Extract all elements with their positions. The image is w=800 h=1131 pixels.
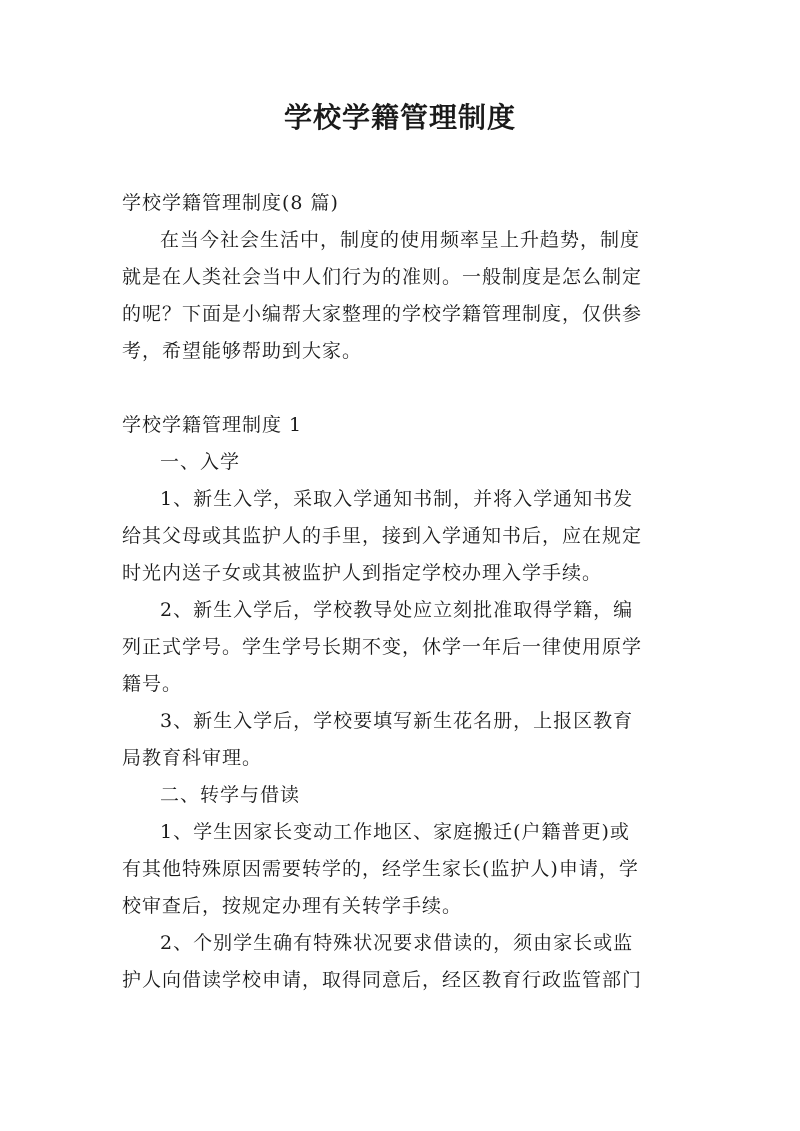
text-line: 1、新生入学，采取入学通知书制，并将入学通知书发: [160, 488, 634, 510]
part-heading-admission: 一、入学: [160, 451, 241, 473]
clause-paragraph: [122, 481, 682, 592]
text-line: 有其他特殊原因需要转学的，经学生家长(监护人)申请，学: [122, 858, 639, 880]
text-line: 列正式学号。学生学号长期不变，休学一年后一律使用原学: [122, 636, 643, 658]
text-line: 的呢？下面是小编帮大家整理的学校学籍管理制度，仅供参: [122, 303, 643, 325]
text-line: 2、个别学生确有特殊状况要求借读的，须由家长或监: [160, 932, 634, 954]
document-subtitle: 学校学籍管理制度(8 篇): [122, 192, 339, 214]
text-line: 籍号。: [122, 673, 183, 695]
clause-paragraph: [122, 814, 682, 925]
text-line: 3、新生入学后，学校要填写新生花名册，上报区教育: [160, 710, 634, 732]
intro-paragraph: [122, 222, 682, 370]
text-line: 校审查后，按规定办理有关转学手续。: [122, 895, 463, 917]
document-body: [122, 185, 682, 999]
paragraph-gap: [122, 370, 682, 407]
text-line: 2、新生入学后，学校教导处应立刻批准取得学籍，编: [160, 599, 634, 621]
text-line: 护人向借读学校申请，取得同意后，经区教育行政监管部门: [122, 969, 643, 991]
text-line: 局教育科审理。: [122, 747, 263, 769]
text-line: 1、学生因家长变动工作地区、家庭搬迁(户籍普更)或: [160, 821, 630, 843]
text-line: 给其父母或其监护人的手里，接到入学通知书后，应在规定: [122, 525, 643, 547]
clause-paragraph: [122, 592, 682, 703]
section-heading: 学校学籍管理制度 1: [122, 414, 303, 436]
text-line: 考，希望能够帮助到大家。: [122, 340, 363, 362]
document-title: 学校学籍管理制度: [283, 101, 516, 134]
text-line: 在当今社会生活中，制度的使用频率呈上升趋势，制度: [160, 229, 641, 251]
text-line: 就是在人类社会当中人们行为的准则。一般制度是怎么制定: [122, 266, 643, 288]
clause-paragraph: [122, 925, 682, 999]
part-heading-transfer: 二、转学与借读: [160, 784, 301, 806]
clause-paragraph: [122, 703, 682, 777]
text-line: 时光内送子女或其被监护人到指定学校办理入学手续。: [122, 562, 603, 584]
